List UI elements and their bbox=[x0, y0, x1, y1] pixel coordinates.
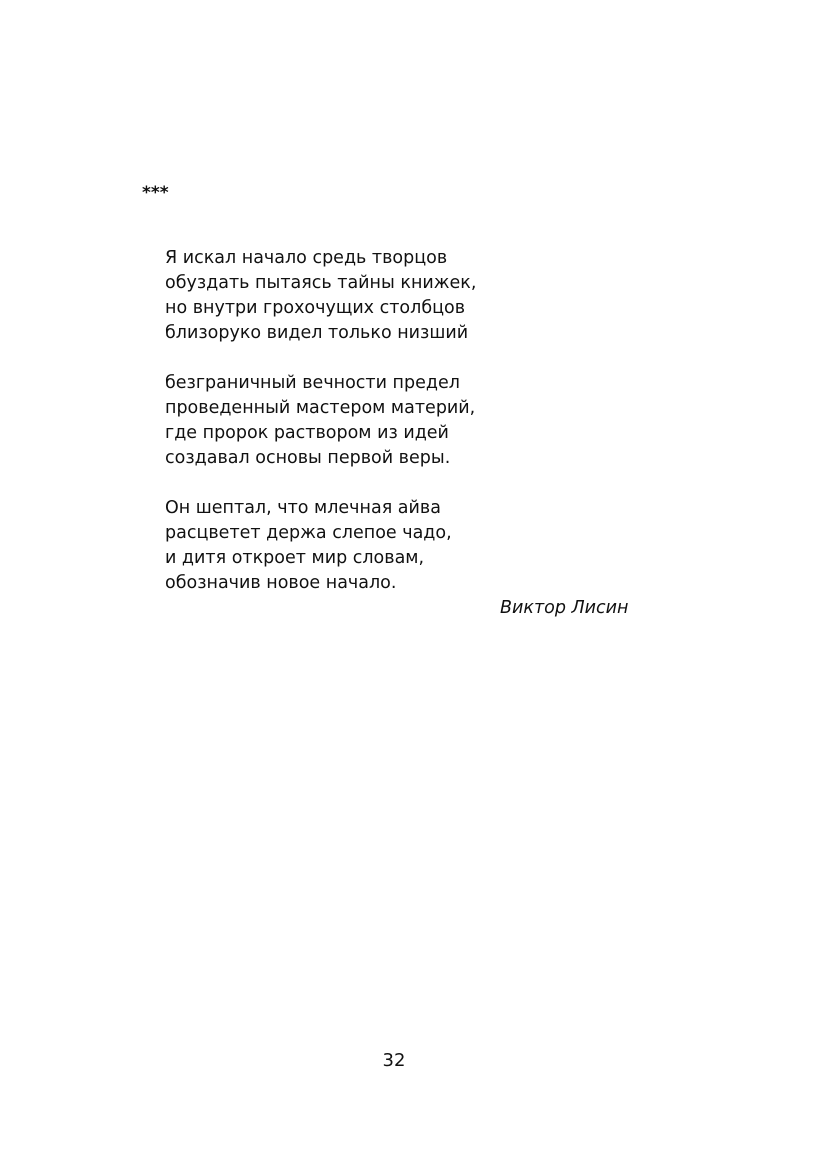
poem-line: Он шептал, что млечная айва bbox=[165, 498, 441, 518]
poem-line: проведенный мастером материй, bbox=[165, 398, 476, 418]
poem-line: безграничный вечности предел bbox=[165, 373, 460, 393]
section-marker: *** bbox=[142, 183, 169, 203]
poem-author: Виктор Лисин bbox=[500, 598, 629, 618]
poem-line: Я искал начало средь творцов bbox=[165, 248, 448, 268]
poem bbox=[165, 246, 476, 621]
poem-line: и дитя откроет мир словам, bbox=[165, 548, 425, 568]
stanza bbox=[165, 496, 476, 596]
poem-line: но внутри грохочущих столбцов bbox=[165, 298, 466, 318]
stanza bbox=[165, 371, 476, 471]
poem-line: обуздать пытаясь тайны книжек, bbox=[165, 273, 477, 293]
poem-line: где пророк раствором из идей bbox=[165, 423, 449, 443]
poem-line: расцветет держа слепое чадо, bbox=[165, 523, 452, 543]
poem-line: обозначив новое начало. bbox=[165, 573, 397, 593]
poem-line: создавал основы первой веры. bbox=[165, 448, 451, 468]
stanza bbox=[165, 246, 476, 346]
page-number: 32 bbox=[382, 1050, 406, 1071]
poem-line: близоруко видел только низший bbox=[165, 323, 469, 343]
